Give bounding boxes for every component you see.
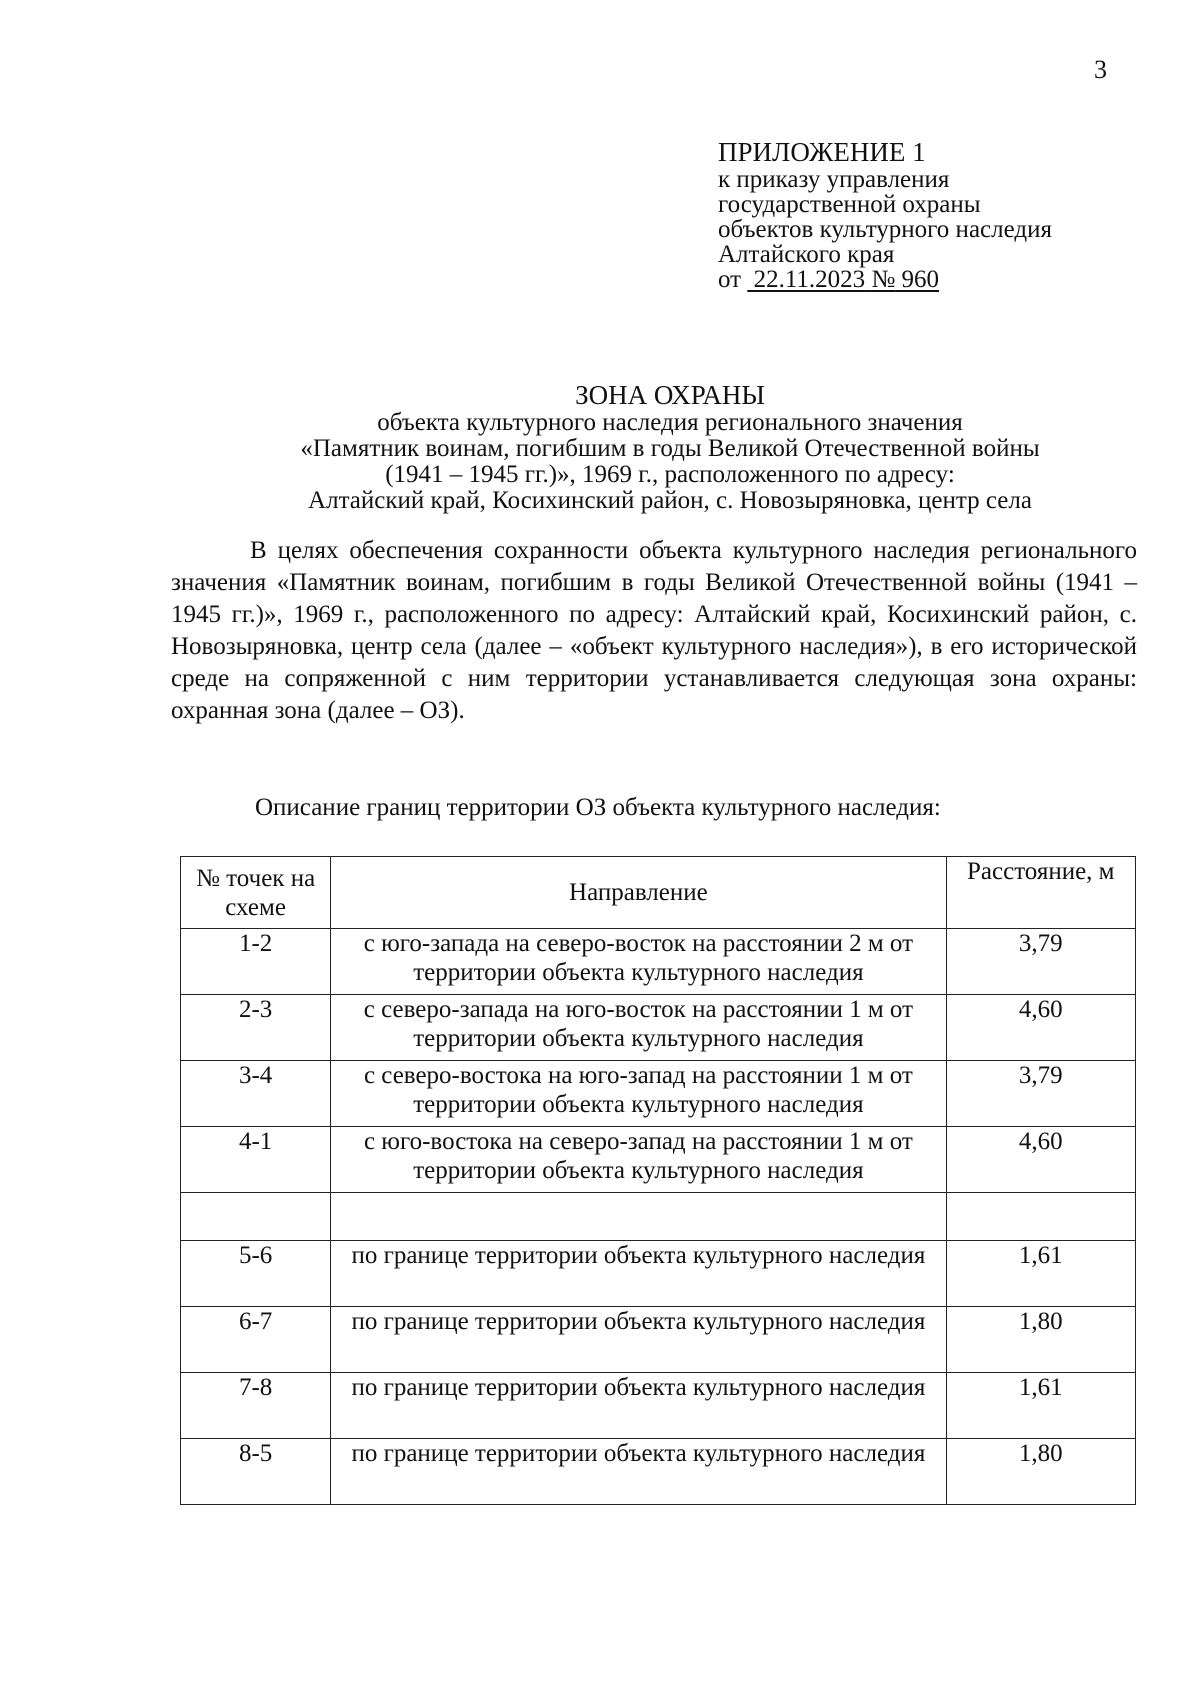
cell-distance: 3,79 [946,1061,1135,1127]
cell-direction: с юго-востока на северо-запад на расстоянии 1 м от территории объекта культурного наследия [331,1127,946,1193]
order-date-value: 22.11.2023 [753,266,866,293]
cell-points: 8-5 [181,1439,331,1505]
cell-points: 1-2 [181,929,331,995]
appendix-line: государственной охраны [718,191,981,218]
table-row [181,929,1136,995]
table-header-row [181,857,1136,929]
cell-distance: 1,61 [946,1373,1135,1439]
cell-distance: 4,60 [946,1127,1135,1193]
date-prefix: от [718,266,742,293]
cell-direction: по границе территории объекта культурного наследия [331,1241,946,1307]
cell-direction: по границе территории объекта культурного наследия [331,1439,946,1505]
cell-distance [946,1193,1135,1241]
boundaries-table [180,856,1136,1505]
number-prefix: № [871,266,896,293]
heading-title: ЗОНА ОХРАНЫ [575,380,765,410]
table-row [181,1241,1136,1307]
heading-line: «Памятник воинам, погибшим в годы Великой Отечественной войны [300,435,1040,462]
cell-distance: 1,61 [946,1241,1135,1307]
table-row [181,1373,1136,1439]
table-caption: Описание границ территории ОЗ объекта культурного наследия: [255,794,941,821]
cell-points [181,1193,331,1241]
cell-points: 5-6 [181,1241,331,1307]
cell-points: 4-1 [181,1127,331,1193]
order-date [747,266,939,293]
cell-distance: 3,79 [946,929,1135,995]
cell-points: 7-8 [181,1373,331,1439]
cell-direction: с юго-запада на северо-восток на расстоянии 2 м от территории объекта культурного наследия [331,929,946,995]
appendix-line: объектов культурного наследия [718,216,1052,243]
appendix-line: Алтайского края [718,241,895,268]
appendix-date-line [718,267,1052,292]
cell-distance: 4,60 [946,995,1135,1061]
document-heading [170,380,1170,514]
appendix-title: ПРИЛОЖЕНИЕ 1 [718,137,926,167]
cell-points: 2-3 [181,995,331,1061]
body-paragraph: В целях обеспечения сохранности объекта культурного наследия регионального значения «Памятник воинам, погибшим в годы Великой Отечественной войны (1941 – 1945 гг.)», 1969 г., расположенного по адресу: Алтайский край, Косихинский район, с. Новозыряновка, центр села (далее – «объект культурного наследия»), в его исторической среде на сопряженной с ним территории устанавливается следующая зона охраны: охранная зона (далее – ОЗ). [171,537,1137,724]
page-number: 3 [1094,55,1107,84]
cell-direction: по границе территории объекта культурного наследия [331,1373,946,1439]
cell-direction: по границе территории объекта культурного наследия [331,1307,946,1373]
table-row [181,995,1136,1061]
appendix-line: к приказу управления [718,166,950,193]
header-distance: Расстояние, м [946,857,1135,929]
cell-direction: с северо-запада на юго-восток на расстоянии 1 м от территории объекта культурного наследия [331,995,946,1061]
table-row [181,1307,1136,1373]
table-row [181,1439,1136,1505]
header-points: № точек на схеме [181,857,331,929]
table-row [181,1127,1136,1193]
heading-line: (1941 – 1945 гг.)», 1969 г., расположенного по адресу: [385,461,955,488]
table-row [181,1061,1136,1127]
appendix-block [718,138,1052,292]
cell-direction [331,1193,946,1241]
cell-direction: с северо-востока на юго-запад на расстоянии 1 м от территории объекта культурного наследия [331,1061,946,1127]
order-number: 960 [901,266,940,293]
cell-distance: 1,80 [946,1439,1135,1505]
heading-line: объекта культурного наследия регионального значения [377,409,963,436]
cell-distance: 1,80 [946,1307,1135,1373]
cell-points: 3-4 [181,1061,331,1127]
heading-line: Алтайский край, Косихинский район, с. Новозыряновка, центр села [308,487,1032,514]
cell-points: 6-7 [181,1307,331,1373]
header-direction: Направление [331,857,946,929]
table-row-empty [181,1193,1136,1241]
